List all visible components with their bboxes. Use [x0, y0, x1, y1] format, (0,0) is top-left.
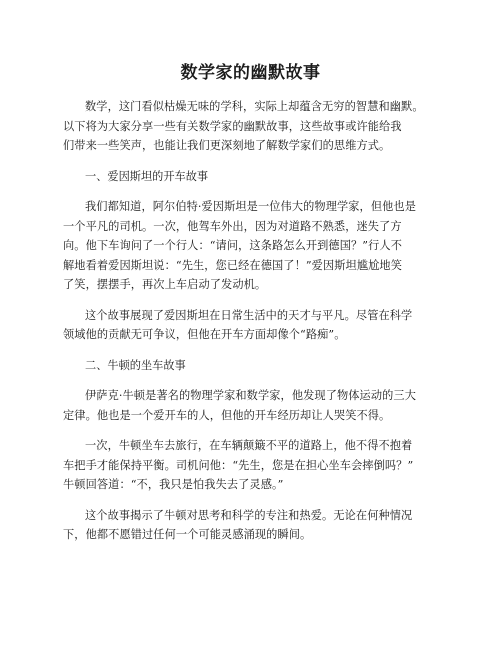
text-line: 了笑，摆摆手，再次上车启动了发动机。 [63, 278, 267, 291]
text-line: 向。他下车询问了一个行人：“请问，这条路怎么开到德国？”行人不 [63, 239, 402, 252]
paragraph [63, 197, 438, 295]
paragraph [63, 436, 438, 495]
text-line: 这个故事揭示了牛顿对思考和科学的专注和热爱。无论在何种情况 [85, 508, 413, 522]
text-line: 伊萨克·牛顿是著名的物理学家和数学家，他发现了物体运动的三大 [85, 389, 416, 402]
section-heading: 二、牛顿的坐车故事 [85, 358, 186, 372]
intro-paragraph [63, 97, 438, 156]
text-line: 数学，这门看似枯燥无味的学科，实际上却蕴含无穷的智慧和幽默。 [85, 100, 424, 113]
text-line: 定律。他也是一个爱开车的人，但他的开车经历却让人哭笑不得。 [63, 408, 391, 422]
text-line: 领域他的贡献无可争议，但他在开车方面却像个“路痴”。 [63, 328, 346, 341]
text-line: 一次，牛顿坐车去旅行，在车辆颠簸不平的道路上，他不得不抱着 [85, 439, 413, 452]
section-heading: 一、爱因斯坦的开车故事 [85, 169, 209, 183]
paragraph [63, 386, 438, 425]
text-line: 以下将为大家分享一些有关数学家的幽默故事，这些故事或许能给我 [63, 119, 402, 133]
text-line: 一个平凡的司机。一次，他驾车外出，因为对道路不熟悉，迷失了方 [63, 219, 402, 233]
text-line: 这个故事展现了爱因斯坦在日常生活中的天才与平凡。尽管在科学 [85, 308, 413, 322]
paragraph [63, 506, 438, 545]
text-line: 下，他都不愿错过任何一个可能灵感涌现的瞬间。 [63, 528, 312, 541]
text-line: 我们都知道，阿尔伯特·爱因斯坦是一位伟大的物理学家，但他也是 [85, 200, 416, 213]
text-line: 解地看着爱因斯坦说：“先生，您已经在德国了！”爱因斯坦尴尬地笑 [63, 258, 402, 272]
text-line: 车把手才能保持平衡。司机问他：“先生，您是在担心坐车会摔倒吗？” [63, 458, 414, 472]
paragraph [63, 306, 438, 345]
text-line: 牛顿回答道：“不，我只是怕我失去了灵感。” [63, 478, 284, 491]
document-title: 数学家的幽默故事 [180, 63, 321, 83]
text-line: 们带来一些笑声，也能让我们更深刻地了解数学家们的思维方式。 [63, 139, 391, 152]
